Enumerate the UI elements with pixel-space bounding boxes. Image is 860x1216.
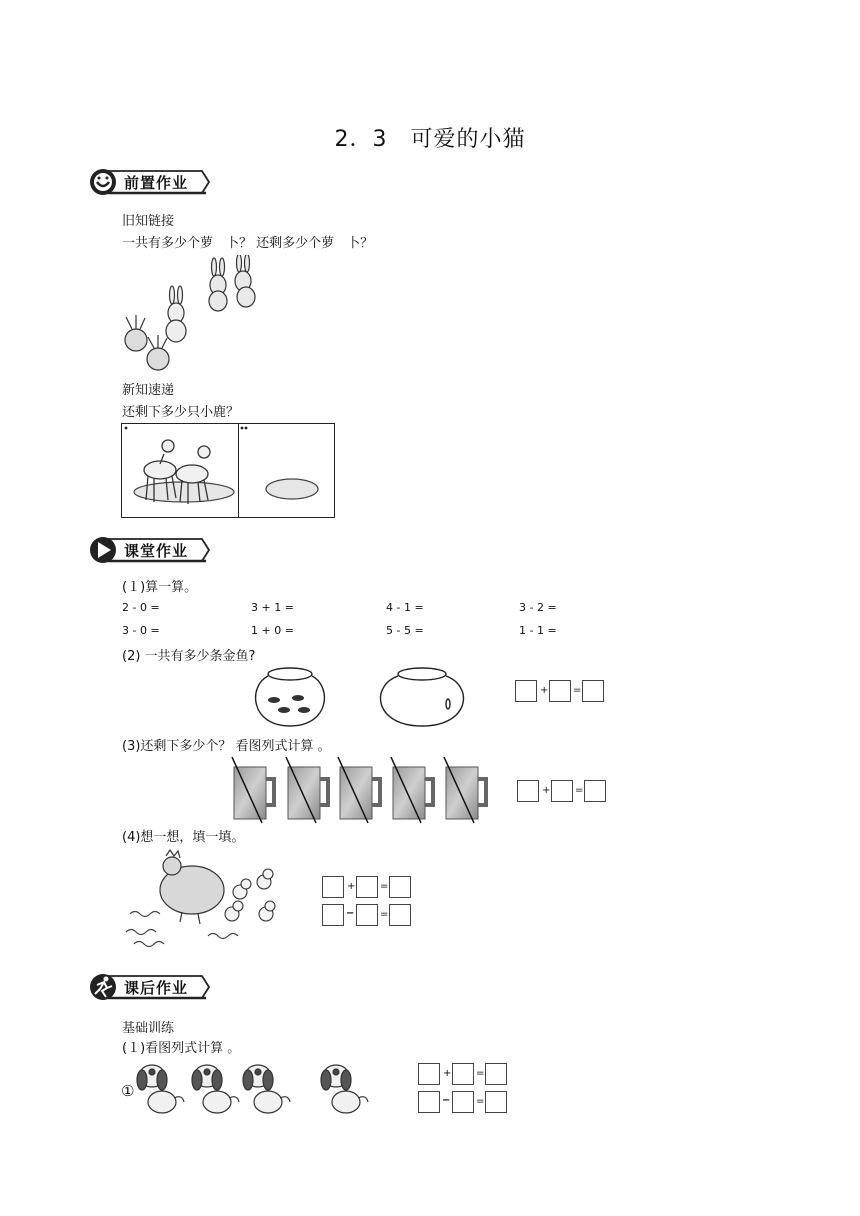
answer-box[interactable] <box>322 876 344 898</box>
answer-box[interactable] <box>582 680 604 702</box>
plus-sign: + <box>540 685 549 696</box>
section-header-class <box>88 535 213 565</box>
deer-illustration-frame <box>121 423 335 518</box>
play-icon <box>90 537 116 563</box>
radish-icon <box>147 335 169 370</box>
plus-sign: + <box>347 881 356 892</box>
smile-icon <box>90 169 116 195</box>
q2-label: (2) 一共有多少条金鱼? <box>122 649 256 664</box>
answer-box[interactable] <box>418 1063 440 1085</box>
equals-sign: = <box>575 785 584 796</box>
runner-icon <box>90 974 116 1000</box>
arith-item: 1 + 0 = <box>251 624 294 637</box>
arith-item: 1 - 1 = <box>519 624 557 637</box>
new-knowledge-label: 新知速递 <box>122 383 175 398</box>
cups-illustration <box>228 755 493 825</box>
cup-icon <box>232 757 274 823</box>
after-q1-label: (１)看图列式计算 。 <box>122 1041 241 1056</box>
radish-icon <box>125 315 147 351</box>
equals-sign: = <box>476 1068 485 1079</box>
equals-sign: = <box>476 1096 485 1107</box>
chick-icon <box>259 901 275 921</box>
answer-box[interactable] <box>356 876 378 898</box>
section-header-label: 课堂作业 <box>124 542 189 560</box>
q4-label: (4)想一想，填一填。 <box>122 830 245 845</box>
plus-sign: + <box>542 785 551 796</box>
rabbit-icon <box>209 258 227 311</box>
fishbowl-icon <box>256 668 325 726</box>
answer-box[interactable] <box>584 780 606 802</box>
arith-item: 3 + 1 = <box>251 601 294 614</box>
new-knowledge-question: 还剩下多少只小鹿？ <box>122 405 240 420</box>
arith-item: 4 - 1 = <box>386 601 424 614</box>
fishbowl-icon <box>381 668 464 726</box>
minus-sign: − <box>442 1095 451 1106</box>
answer-box[interactable] <box>485 1091 507 1113</box>
dog-icon <box>137 1065 184 1113</box>
section-header-label: 前置作业 <box>124 174 189 192</box>
answer-box[interactable] <box>517 780 539 802</box>
page-title: 2．3 可爱的小猫 <box>334 127 526 152</box>
item-marker: ① <box>121 1082 135 1100</box>
answer-box[interactable] <box>452 1063 474 1085</box>
dog-icon <box>192 1065 239 1113</box>
fishbowls-illustration <box>250 662 475 730</box>
minus-sign: − <box>346 908 355 919</box>
cup-icon <box>338 757 380 823</box>
dog-icon <box>243 1065 290 1113</box>
chick-icon <box>257 869 273 889</box>
fish-group <box>268 695 310 713</box>
answer-box[interactable] <box>389 904 411 926</box>
q3-label: (3)还剩下多少个？ 看图列式计算 。 <box>122 739 331 754</box>
chick-icon <box>225 901 243 921</box>
deer-illustration <box>122 424 334 517</box>
equals-sign: = <box>573 685 582 696</box>
hen-icon <box>160 850 224 924</box>
answer-box[interactable] <box>356 904 378 926</box>
answer-box[interactable] <box>322 904 344 926</box>
cup-icon <box>444 757 486 823</box>
dogs-illustration <box>134 1062 379 1122</box>
dog-icon <box>321 1065 368 1113</box>
answer-box[interactable] <box>549 680 571 702</box>
hen-chicks-illustration <box>120 848 280 954</box>
worm-group <box>126 912 238 947</box>
rabbit-icon <box>166 286 186 342</box>
chick-icon <box>233 879 251 899</box>
arith-item: 2 - 0 = <box>122 601 160 614</box>
equals-sign: = <box>380 881 389 892</box>
cup-icon <box>391 757 433 823</box>
arith-item: 3 - 2 = <box>519 601 557 614</box>
old-knowledge-question: 一共有多少个萝 卜？ 还剩多少个萝 卜？ <box>122 236 374 251</box>
answer-box[interactable] <box>389 876 411 898</box>
rabbit-icon <box>235 255 255 307</box>
old-knowledge-label: 旧知链接 <box>122 214 175 229</box>
plus-sign: + <box>443 1068 452 1079</box>
section-header-pre <box>88 167 213 197</box>
rabbits-radishes-illustration <box>118 255 268 373</box>
answer-box[interactable] <box>551 780 573 802</box>
section-header-label: 课后作业 <box>124 979 189 997</box>
answer-box[interactable] <box>418 1091 440 1113</box>
section-header-after <box>88 972 213 1002</box>
answer-box[interactable] <box>515 680 537 702</box>
equals-sign: = <box>380 909 389 920</box>
answer-box[interactable] <box>485 1063 507 1085</box>
arith-item: 5 - 5 = <box>386 624 424 637</box>
answer-box[interactable] <box>452 1091 474 1113</box>
basic-training-label: 基础训练 <box>122 1021 175 1036</box>
cup-icon <box>286 757 328 823</box>
arith-item: 3 - 0 = <box>122 624 160 637</box>
q1-label: (１)算一算。 <box>122 580 198 595</box>
